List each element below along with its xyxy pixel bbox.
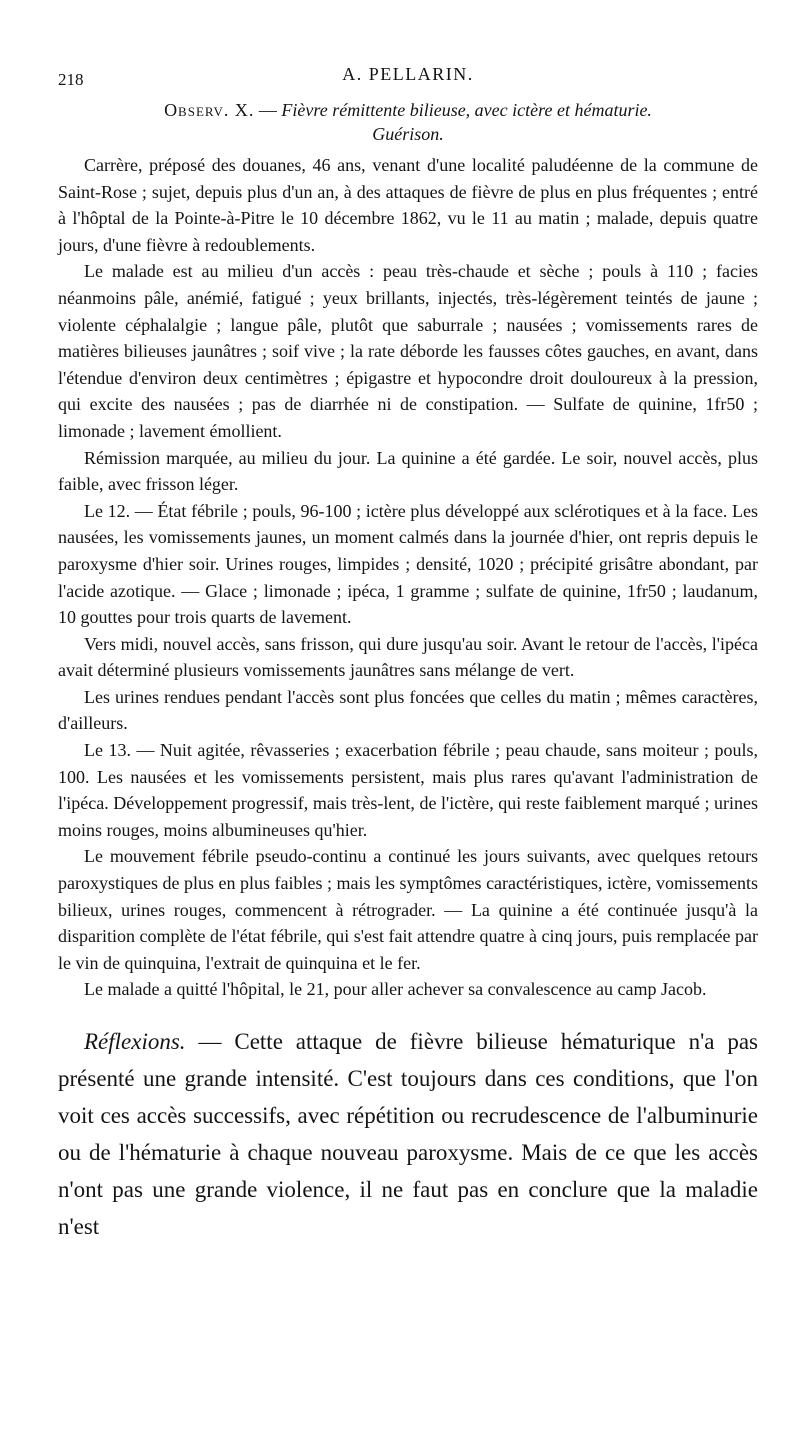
running-head: A. PELLARIN. [342, 64, 474, 84]
paragraph: Le malade est au milieu d'un accès : peau très-chaude et sèche ; pouls à 110 ; facies néanmoins pâle, anémié, fatigué ; yeux brillants, injectés, très-légèrement teintés de jaune ; violente céphalalgie ; langue pâle, plutôt que saburrale ; nausées ; vomissements rares de matières bilieuses jaunâtres ; soif vive ; la rate déborde les fausses côtes gauches, en avant, dans l'étendue d'environ deux centimètres ; épigastre et hypocondre droit douloureux à la pression, qui excite des nausées ; pas de diarrhée ni de constipation. — Sulfate de quinine, 1fr50 ; limonade ; lavement émollient. [58, 261, 758, 441]
observation-title [58, 98, 758, 122]
book-page [58, 62, 758, 1245]
observation-dash: — [254, 100, 282, 120]
observation-heading: Fièvre rémittente bilieuse, avec ictère et hématurie. [281, 100, 652, 120]
paragraph: Le 13. — Nuit agitée, rêvasseries ; exacerbation fébrile ; peau chaude, sans moiteur ; pouls, 100. Les nausées et les vomissements persistent, mais plus rares qu'avant l'administration de l'ipéca. Développement progressif, mais très-lent, de l'ictère, qui reste faiblement marqué ; urines moins rouges, moins albumineuses qu'hier. [58, 740, 758, 840]
paragraph: Vers midi, nouvel accès, sans frisson, qui dure jusqu'au soir. Avant le retour de l'accès, l'ipéca avait déterminé plusieurs vomissements jaunâtres sans mélange de vert. [58, 633, 758, 681]
reflexions-label: Réflexions. [84, 1029, 186, 1054]
paragraph: Le 12. — État fébrile ; pouls, 96-100 ; ictère plus développé aux sclérotiques et à la face. Les nausées, les vomissements jaunes, un moment calmés dans la journée d'hier, ont repris depuis le paroxysme d'hier soir. Urines rouges, limpides ; densité, 1020 ; précipité grisâtre abondant, par l'acide azotique. — Glace ; limonade ; ipéca, 1 gramme ; sulfate de quinine, 1fr50 ; laudanum, 10 gouttes pour trois quarts de lavement. [58, 500, 758, 628]
paragraph: Les urines rendues pendant l'accès sont plus foncées que celles du matin ; mêmes caractères, d'ailleurs. [58, 686, 758, 734]
paragraph: Le mouvement fébrile pseudo-continu a continué les jours suivants, avec quelques retours paroxystiques de plus en plus faibles ; mais les symptômes caractéristiques, ictère, vomissements bilieux, urines rouges, commencent à rétrograder. — La quinine a été continuée jusqu'à la disparition complète de l'état fébrile, qui s'est fait attendre quatre à cinq jours, puis remplacée par le vin de quinquina, l'extrait de quinquina et le fer. [58, 846, 758, 973]
page-header [58, 62, 758, 98]
paragraph: Le malade a quitté l'hôpital, le 21, pour aller achever sa convalescence au camp Jacob. [84, 979, 707, 1000]
reflexions-section [58, 1023, 758, 1245]
reflexions-text: — Cette attaque de fièvre bilieuse hématurique n'a pas présenté une grande intensité. C'est toujours dans ces conditions, que l'on voit ces accès successifs, avec répétition ou recrudescence de l'albuminurie ou de l'hématurie à chaque nouveau paroxysme. Mais de ce que les accès n'ont pas une grande violence, il ne faut pas en conclure que la maladie n'est [58, 1029, 758, 1239]
observation-label: Observ. X. [164, 100, 255, 120]
paragraph: Rémission marquée, au milieu du jour. La quinine a été gardée. Le soir, nouvel accès, plus faible, avec frisson léger. [58, 447, 758, 495]
reflexions-paragraph [58, 1023, 758, 1245]
observation-subtitle: Guérison. [372, 124, 444, 144]
case-report [58, 152, 758, 1003]
paragraph: Carrère, préposé des douanes, 46 ans, venant d'une localité paludéenne de la commune de Saint-Rose ; sujet, depuis plus d'un an, à des attaques de fièvre de plus en plus fréquentes ; entré à l'hôptal de la Pointe-à-Pitre le 10 décembre 1862, vu le 11 au matin ; malade, depuis quatre jours, d'une fièvre à redoublements. [58, 155, 758, 255]
page-number: 218 [58, 70, 84, 89]
